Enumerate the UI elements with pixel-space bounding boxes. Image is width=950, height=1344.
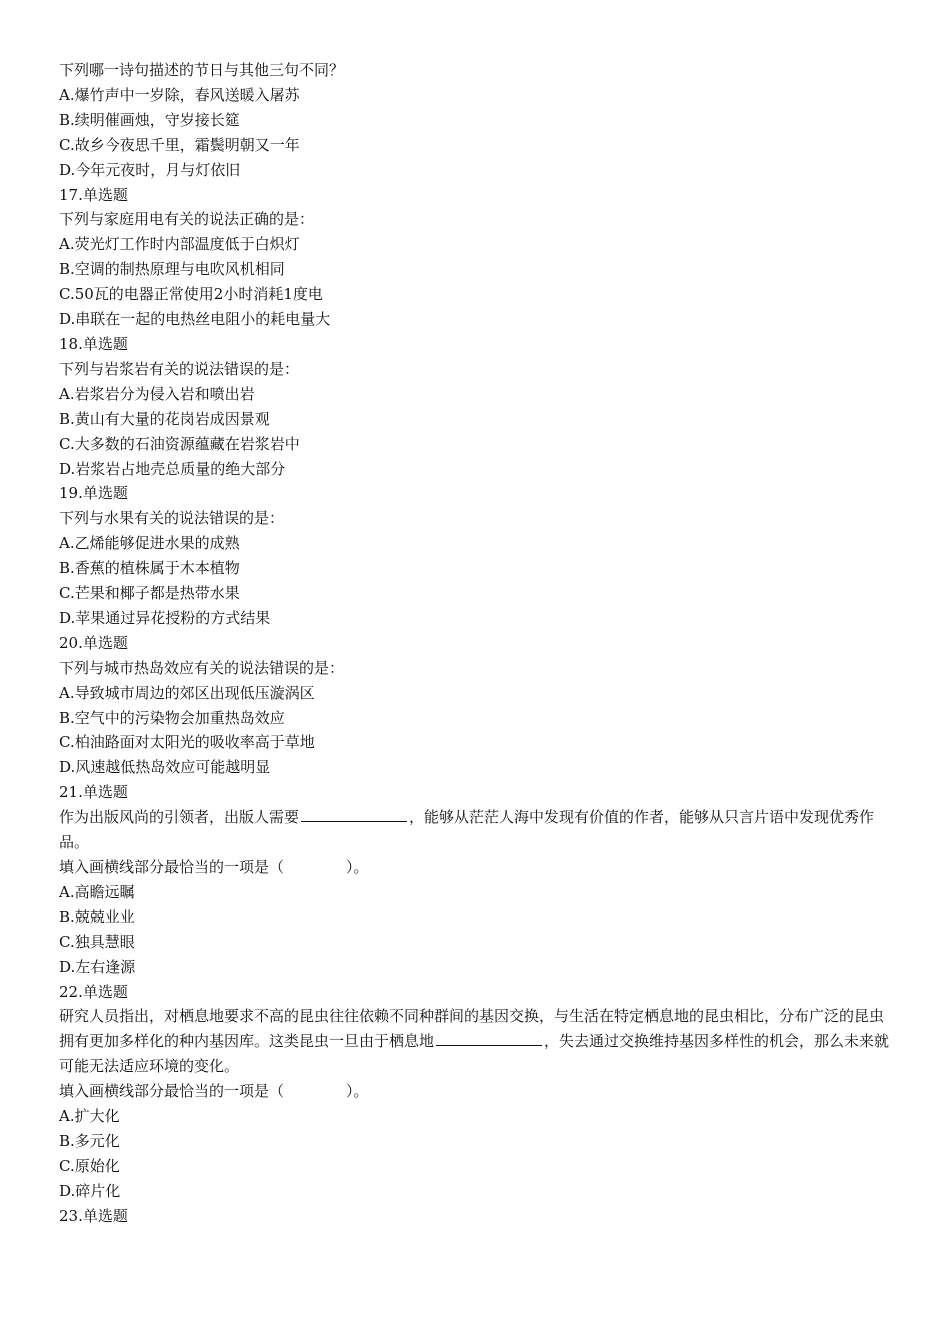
question-header: 23.单选题: [59, 1206, 128, 1225]
option-a: A.岩浆岩分为侵入岩和喷出岩: [59, 384, 255, 403]
option-b: B.兢兢业业: [59, 907, 135, 926]
option-a: A.乙烯能够促进水果的成熟: [59, 534, 240, 553]
option-a: A.荧光灯工作时内部温度低于白炽灯: [59, 235, 300, 254]
question-prompt: 填入画横线部分最恰当的一项是（ ）。: [59, 858, 369, 876]
option-c: C.大多数的石油资源蕴藏在岩浆岩中: [59, 434, 300, 453]
document-page: [59, 58, 891, 1229]
stem-text-before-blank: 研究人员指出，对栖息地要求不高的昆虫往往依赖不同种群间的基因交换，与生活在特定栖息地的昆虫相比，分布广泛的昆虫拥有更加多样化的种内基因库。这类昆虫一旦由于栖息地: [59, 1007, 885, 1051]
option-b: B.黄山有大量的花岗岩成因景观: [59, 409, 270, 428]
option-d: D.苹果通过异花授粉的方式结果: [59, 608, 271, 627]
question-header: 20.单选题: [59, 633, 128, 652]
question-stem: 下列与水果有关的说法错误的是：: [59, 509, 285, 528]
question-header: 17.单选题: [59, 185, 128, 204]
option-c: C.原始化: [59, 1156, 120, 1175]
stem-text-after-blank: ，能够从茫茫人海中发现有价值的作者，能够从只言片语中发现优秀作品。: [59, 808, 875, 852]
option-d: D.风速越低热岛效应可能越明显: [59, 758, 271, 777]
option-b: B.续明催画烛，守岁接长筵: [59, 110, 240, 129]
option-b: B.香蕉的植株属于木本植物: [59, 559, 240, 578]
option-c: C.50瓦的电器正常使用2小时消耗1度电: [59, 285, 323, 304]
option-d: D.碎片化: [59, 1181, 121, 1200]
option-d: D.串联在一起的电热丝电阻小的耗电量大: [59, 310, 331, 329]
option-c: C.故乡今夜思千里，霜鬓明朝又一年: [59, 135, 300, 154]
option-b: B.空气中的污染物会加重热岛效应: [59, 708, 285, 727]
option-a: A.高瞻远瞩: [59, 882, 135, 901]
option-d: D.今年元夜时，月与灯依旧: [59, 160, 241, 179]
question-header: 21.单选题: [59, 783, 128, 802]
question-stem: [59, 805, 891, 855]
question-header: 22.单选题: [59, 982, 128, 1001]
option-d: D.岩浆岩占地壳总质量的绝大部分: [59, 459, 286, 478]
fill-in-blank: [436, 1030, 542, 1046]
question-stem: 下列与岩浆岩有关的说法错误的是：: [59, 359, 300, 378]
question-stem: 下列与城市热岛效应有关的说法错误的是：: [59, 658, 345, 677]
option-c: C.独具慧眼: [59, 932, 135, 951]
question-stem: 下列哪一诗句描述的节日与其他三句不同？: [59, 61, 345, 79]
option-d: D.左右逢源: [59, 957, 136, 976]
question-header: 18.单选题: [59, 334, 128, 353]
option-a: A.扩大化: [59, 1107, 120, 1126]
fill-in-blank: [301, 806, 407, 822]
stem-text-after-blank: ，失去通过交换维持基因多样性的机会，那么未来就可能无法适应环境的变化。: [59, 1032, 890, 1076]
question-header: 19.单选题: [59, 484, 128, 503]
option-a: A.导致城市周边的郊区出现低压漩涡区: [59, 683, 315, 702]
option-c: C.柏油路面对太阳光的吸收率高于草地: [59, 733, 315, 752]
option-b: B.多元化: [59, 1131, 120, 1150]
stem-text-before-blank: 作为出版风尚的引领者，出版人需要: [59, 808, 300, 827]
question-stem: 下列与家庭用电有关的说法正确的是：: [59, 210, 315, 229]
option-c: C.芒果和椰子都是热带水果: [59, 584, 240, 603]
option-b: B.空调的制热原理与电吹风机相同: [59, 260, 285, 279]
question-stem: [59, 1004, 891, 1079]
option-a: A.爆竹声中一岁除，春风送暖入屠苏: [59, 85, 300, 104]
question-prompt: 填入画横线部分最恰当的一项是（ ）。: [59, 1082, 369, 1101]
